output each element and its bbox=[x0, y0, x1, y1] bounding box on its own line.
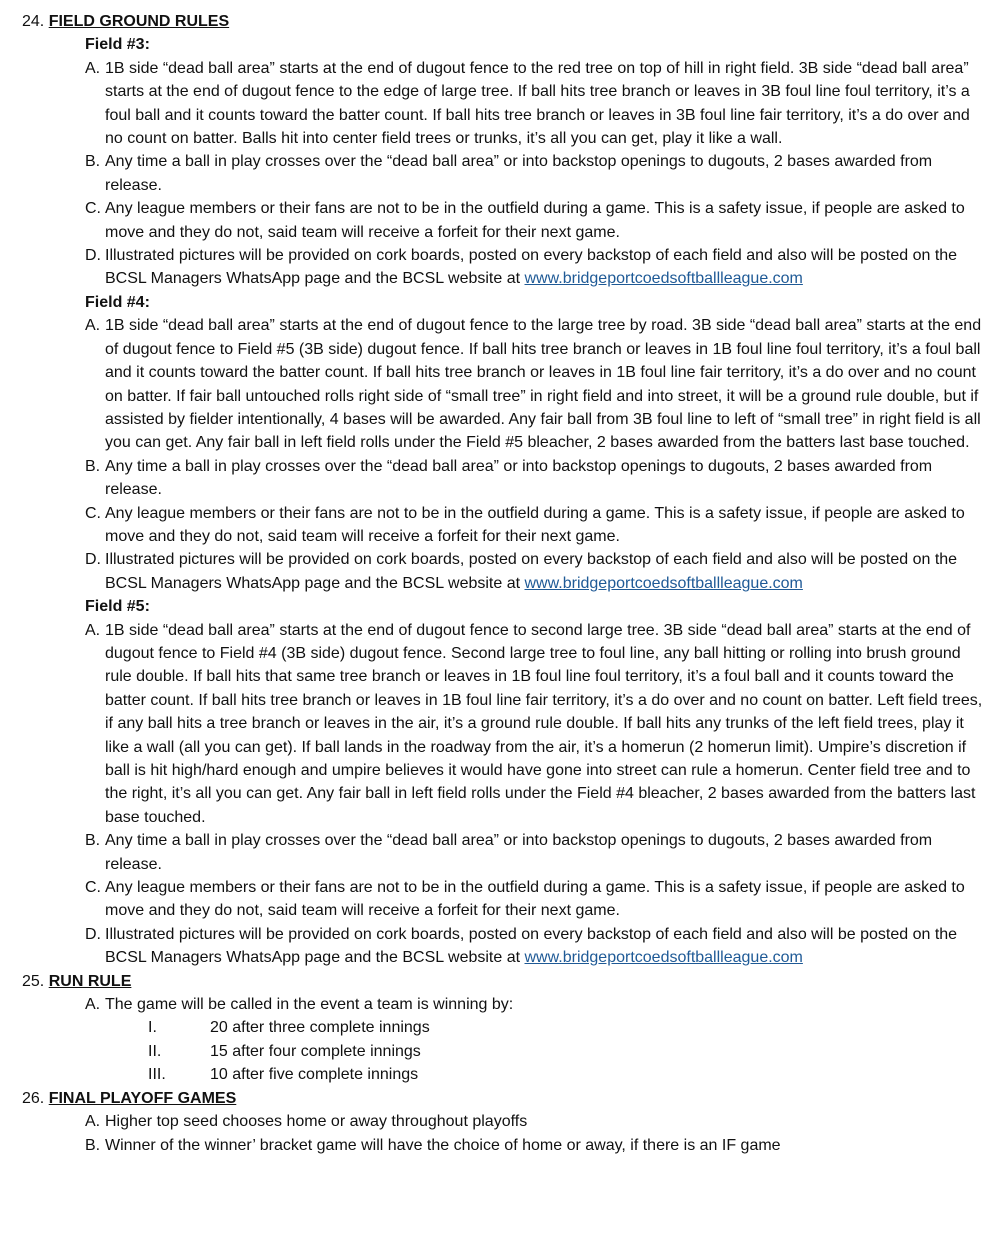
section-25-heading bbox=[22, 970, 988, 993]
list-marker: A. bbox=[85, 317, 101, 335]
field-5-heading: Field #5: bbox=[85, 598, 150, 616]
section-title: RUN RULE bbox=[48, 972, 132, 990]
list-marker: D. bbox=[85, 925, 101, 943]
league-website-link[interactable]: www.bridgeportcoedsoftballleague.com bbox=[524, 949, 803, 967]
roman-numeral: II. bbox=[148, 1042, 162, 1060]
playoff-rule-b bbox=[22, 1134, 988, 1157]
rule-text bbox=[105, 923, 988, 970]
rule-text: Any league members or their fans are not to be in the outfield during a game. This is a safety issue, if people are asked to move and they do not, said team will receive a forfeit for their next game. bbox=[105, 504, 965, 545]
list-marker: B. bbox=[85, 153, 101, 171]
field-5-rule-b bbox=[22, 829, 988, 876]
section-number: 24. bbox=[22, 13, 45, 30]
section-number: 25. bbox=[22, 972, 45, 990]
rule-text: 1B side “dead ball area” starts at the end of dugout fence to second large tree. 3B side “dead ball area” starts at the end of dugout fence to Field #4 (3B side) dugout fence. Second large tree to foul line, any ball hitting or rolling into brush ground rule double. If ball hits that same tree branch or leaves in 1B foul line foul territory, it’s a foul ball and it counts toward the batter count. If ball hits tree branch or leaves in 1B foul line fair territory, it’s a do over and no count on batter. Left field trees, if any ball hits a tree branch or leaves in the air, it’s a ground rule double. If ball hits any trunks of the left field trees, play it like a wall (all you can get). If ball lands in the roadway from the air, it’s a homerun (2 homerun limit). Umpire’s discretion if ball is hit high/hard enough and umpire believes it would have gone into street can rule a homerun. Center field tree and to the right, it’s all you can get. Any fair ball in left field rolls under the Field #4 bleacher, 2 bases awarded from the batters last base touched. bbox=[105, 621, 983, 826]
list-marker: C. bbox=[85, 504, 101, 522]
list-marker: A. bbox=[85, 1113, 101, 1131]
rule-text: The game will be called in the event a team is winning by: bbox=[105, 996, 514, 1014]
run-rule-row bbox=[22, 1040, 988, 1063]
section-title: FINAL PLAYOFF GAMES bbox=[48, 1089, 237, 1107]
league-website-link[interactable]: www.bridgeportcoedsoftballleague.com bbox=[524, 270, 803, 288]
field-4-rule-c bbox=[22, 502, 988, 549]
field-4-rule-d bbox=[22, 548, 988, 595]
rule-text: 1B side “dead ball area” starts at the end of dugout fence to the red tree on top of hill in right field. 3B side “dead ball area” starts at the end of dugout fence to the edge of large tree. If ball hits tree branch or leaves in 3B foul line foul territory, it’s a foul ball and it counts toward the batter count. If ball hits tree branch or leaves in 3B foul line fair territory, it’s a do over and no count on batter. Balls hit into center field trees or trunks, it’s all you can get, play it like a wall. bbox=[105, 59, 970, 148]
roman-numeral: I. bbox=[148, 1019, 157, 1037]
list-marker: A. bbox=[85, 621, 101, 639]
run-rule-text: 10 after five complete innings bbox=[210, 1066, 419, 1084]
field-4-heading: Field #4: bbox=[85, 293, 150, 311]
rule-text: Higher top seed chooses home or away throughout playoffs bbox=[105, 1113, 528, 1131]
field-5-rule-d bbox=[22, 923, 988, 970]
playoff-rule-a bbox=[22, 1110, 988, 1133]
run-rule-a bbox=[22, 993, 988, 1016]
list-marker: A. bbox=[85, 59, 101, 77]
run-rule-text: 20 after three complete innings bbox=[210, 1019, 430, 1037]
field-4-rule-a bbox=[22, 314, 988, 454]
list-marker: A. bbox=[85, 996, 101, 1014]
field-3-heading: Field #3: bbox=[85, 36, 150, 54]
field-3-rule-d bbox=[22, 244, 988, 291]
field-4-rule-b bbox=[22, 455, 988, 502]
rule-text-body: Illustrated pictures will be provided on cork boards, posted on every backstop of each field and also will be posted on the BCSL Managers WhatsApp page and the BCSL website at bbox=[105, 925, 958, 967]
section-24-heading bbox=[22, 10, 988, 33]
section-26-heading bbox=[22, 1087, 988, 1110]
field-3-rule-c bbox=[22, 197, 988, 244]
rule-text: 1B side “dead ball area” starts at the end of dugout fence to the large tree by road. 3B side “dead ball area” starts at the end of dugout fence to Field #5 (3B side) dugout fence. If ball hits tree branch or leaves in 1B foul line foul territory, it’s a foul ball and it counts toward the batter count. If ball hits tree branch or leaves in 1B foul line fair territory, it’s a do over and no count on batter. If fair ball untouched rolls right side of “small tree” in right field and into street, it will be a ground rule double, but if assisted by fielder intentionally, 4 bases will be awarded. Any fair ball from 3B foul line to left of “small tree” in right field is all you can get. Any fair ball in left field rolls under the Field #5 bleacher, 2 bases awarded from the batters last base touched. bbox=[105, 317, 982, 452]
field-5-rule-c bbox=[22, 876, 988, 923]
run-rule-text: 15 after four complete innings bbox=[210, 1042, 421, 1060]
field-3-rule-a bbox=[22, 57, 988, 151]
list-marker: B. bbox=[85, 1136, 101, 1154]
rule-text: Any time a ball in play crosses over the “dead ball area” or into backstop openings to dugouts, 2 bases awarded from release. bbox=[105, 153, 933, 194]
run-rule-row bbox=[22, 1016, 988, 1039]
rule-text-body: Illustrated pictures will be provided on cork boards, posted on every backstop of each field and also will be posted on the BCSL Managers WhatsApp page and the BCSL website at bbox=[105, 247, 958, 288]
run-rule-row bbox=[22, 1063, 988, 1086]
field-3-rule-b bbox=[22, 150, 988, 197]
section-title: FIELD GROUND RULES bbox=[48, 13, 230, 30]
rule-text: Any league members or their fans are not to be in the outfield during a game. This is a safety issue, if people are asked to move and they do not, said team will receive a forfeit for their next game. bbox=[105, 879, 965, 920]
rule-text-body: Illustrated pictures will be provided on cork boards, posted on every backstop of each field and also will be posted on the BCSL Managers WhatsApp page and the BCSL website at bbox=[105, 551, 958, 592]
list-marker: C. bbox=[85, 200, 101, 218]
roman-numeral: III. bbox=[148, 1066, 166, 1084]
list-marker: B. bbox=[85, 457, 101, 475]
rule-text: Any time a ball in play crosses over the “dead ball area” or into backstop openings to dugouts, 2 bases awarded from release. bbox=[105, 457, 933, 499]
rule-text: Any time a ball in play crosses over the “dead ball area” or into backstop openings to dugouts, 2 bases awarded from release. bbox=[105, 832, 933, 873]
list-marker: D. bbox=[85, 247, 101, 265]
list-marker: D. bbox=[85, 551, 101, 569]
section-number: 26. bbox=[22, 1089, 45, 1107]
rule-text: Any league members or their fans are not to be in the outfield during a game. This is a safety issue, if people are asked to move and they do not, said team will receive a forfeit for their next game. bbox=[105, 200, 965, 241]
rule-text: Winner of the winner’ bracket game will have the choice of home or away, if there is an IF game bbox=[105, 1136, 781, 1154]
list-marker: C. bbox=[85, 879, 101, 897]
rule-text bbox=[105, 548, 988, 595]
rule-text bbox=[105, 244, 988, 291]
field-5-rule-a bbox=[22, 619, 988, 830]
list-marker: B. bbox=[85, 832, 101, 850]
league-website-link[interactable]: www.bridgeportcoedsoftballleague.com bbox=[524, 574, 803, 592]
